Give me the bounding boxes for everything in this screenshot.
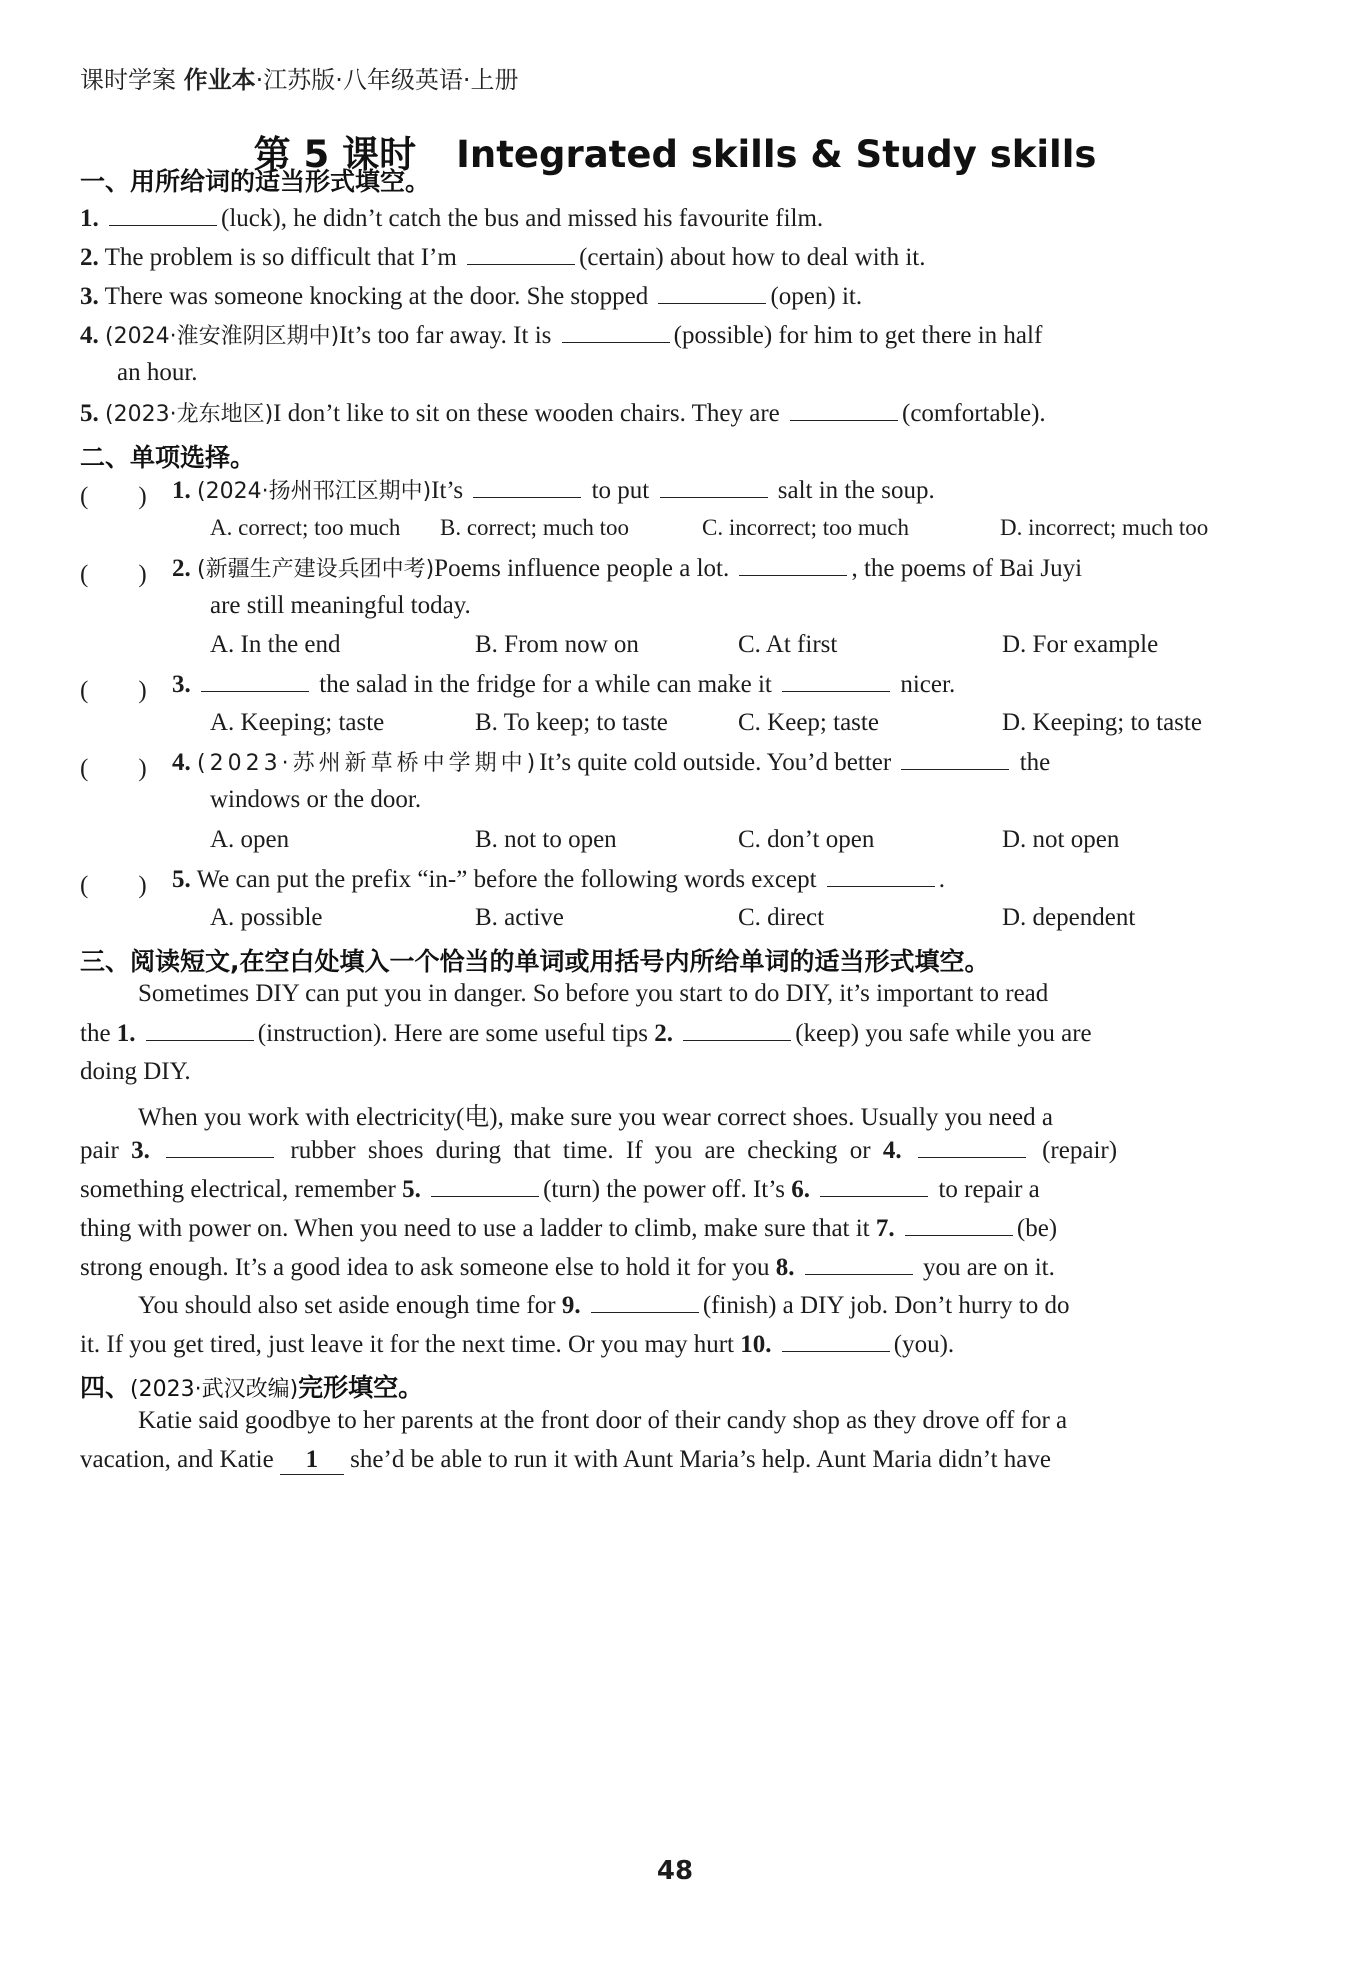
section-4-heading — [80, 1368, 423, 1404]
item-text: We can put the prefix “in-” before the following words except — [196, 866, 817, 893]
text: something electrical, remember — [80, 1176, 396, 1203]
item-text: It’s too far away. It is — [339, 322, 552, 349]
s1-item-4 — [80, 321, 1042, 348]
item-text: There was someone knocking at the door. She stopped — [104, 283, 649, 310]
header-bold: 作业本 — [183, 66, 256, 94]
text: vacation, and Katie — [80, 1446, 274, 1473]
option-a[interactable]: A. In the end — [210, 631, 341, 658]
text: it. If you get tired, just leave it for the next time. Or you may hurt — [80, 1331, 735, 1358]
item-text: nicer. — [900, 671, 956, 698]
item-text: the — [1019, 749, 1051, 776]
blank-number: 10. — [740, 1331, 772, 1358]
item-text: (comfortable). — [902, 400, 1046, 427]
item-text: . — [938, 866, 946, 893]
answer-paren[interactable]: ( ) — [80, 755, 147, 782]
item-number: 1. — [80, 205, 99, 232]
answer-blank[interactable] — [739, 554, 847, 576]
item-number: 5. — [172, 866, 191, 893]
text: to repair a — [938, 1176, 1040, 1203]
text: rubber shoes during that time. If you are checking or — [290, 1137, 871, 1164]
s2-item-5 — [172, 865, 945, 892]
lesson-number: 第 5 课时 — [253, 133, 417, 176]
answer-blank[interactable] — [805, 1253, 913, 1275]
blank-number: 8. — [775, 1254, 795, 1281]
option-b[interactable]: B. active — [475, 904, 564, 931]
passage-line: Sometimes DIY can put you in danger. So before you start to do DIY, it’s important to read — [138, 980, 1049, 1007]
answer-blank[interactable] — [683, 1019, 791, 1041]
answer-paren[interactable]: ( ) — [80, 872, 147, 899]
s2-item-2 — [172, 554, 1082, 581]
answer-blank[interactable] — [591, 1291, 699, 1313]
answer-blank[interactable] — [827, 865, 935, 887]
item-source: (2023·龙东地区) — [105, 402, 274, 427]
section-2-heading: 二、单项选择。 — [80, 443, 256, 472]
s1-item-3 — [80, 282, 862, 309]
heading-text: 完形填空。 — [298, 1373, 424, 1402]
text: (you). — [893, 1331, 955, 1358]
s1-item-1 — [80, 204, 823, 231]
blank-number: 4. — [882, 1137, 902, 1164]
option-b[interactable]: B. not to open — [475, 826, 617, 853]
option-a[interactable]: A. open — [210, 826, 290, 853]
item-text: salt in the soup. — [777, 477, 935, 504]
item-source: (2024·淮安淮阴区期中) — [105, 324, 340, 349]
answer-blank[interactable] — [166, 1136, 274, 1158]
answer-blank[interactable] — [782, 1330, 890, 1352]
passage-line — [80, 1446, 1270, 1475]
item-number: 5. — [80, 400, 99, 427]
text: the — [80, 1020, 111, 1047]
blank-number: 2. — [654, 1020, 673, 1047]
heading-source: (2023·武汉改编) — [130, 1377, 299, 1402]
answer-blank[interactable] — [658, 282, 766, 304]
s1-item-2 — [80, 243, 926, 270]
item-number: 3. — [172, 671, 191, 698]
passage-line: doing DIY. — [80, 1058, 191, 1085]
blank-number: 6. — [791, 1176, 810, 1203]
passage-line — [80, 1291, 1270, 1320]
item-text: the salad in the fridge for a while can make it — [319, 671, 772, 698]
cloze-blank-1[interactable]: 1 — [280, 1446, 344, 1475]
answer-paren[interactable]: ( ) — [80, 677, 147, 704]
lesson-english-title: Integrated skills & Study skills — [456, 133, 1097, 176]
item-number: 3. — [80, 283, 99, 310]
item-text: (certain) about how to deal with it. — [579, 244, 926, 271]
option-d[interactable]: D. not open — [1002, 826, 1120, 853]
option-b[interactable]: B. correct; much too — [440, 515, 630, 540]
blank-number: 3. — [131, 1137, 150, 1164]
text: You should also set aside enough time for — [138, 1292, 556, 1319]
item-text: It’s quite cold outside. You’d better — [539, 749, 892, 776]
text: (turn) the power off. It’s — [543, 1176, 785, 1203]
passage-line — [80, 1136, 1270, 1165]
item-text: (open) it. — [770, 283, 863, 310]
s2-item-2-cont: are still meaningful today. — [210, 592, 471, 619]
item-number: 1. — [172, 477, 191, 504]
item-text: Poems influence people a lot. — [434, 555, 730, 582]
answer-blank[interactable] — [201, 670, 309, 692]
s1-item-4-cont: an hour. — [117, 359, 198, 386]
option-b[interactable]: B. To keep; to taste — [475, 709, 668, 736]
item-number: 2. — [172, 555, 191, 582]
text: she’d be able to run it with Aunt Maria’s help. Aunt Maria didn’t have — [350, 1446, 1051, 1473]
option-c[interactable]: C. direct — [738, 904, 825, 931]
item-text: The problem is so difficult that I’m — [104, 244, 457, 271]
answer-blank[interactable] — [901, 748, 1009, 770]
answer-paren[interactable]: ( ) — [80, 483, 147, 510]
answer-blank[interactable] — [146, 1019, 254, 1041]
option-c[interactable]: C. Keep; taste — [738, 709, 879, 736]
item-source: (新疆生产建设兵团中考) — [197, 557, 435, 582]
text: (be) — [1016, 1215, 1058, 1242]
text: thing with power on. When you need to use a ladder to climb, make sure that it — [80, 1215, 870, 1242]
item-text: (luck), he didn’t catch the bus and missed his favourite film. — [221, 205, 824, 232]
item-number: 4. — [172, 749, 191, 776]
s2-item-3 — [172, 670, 955, 697]
answer-blank[interactable] — [905, 1214, 1013, 1236]
text: (instruction). Here are some useful tips — [257, 1020, 648, 1047]
passage-line — [80, 1175, 1270, 1204]
page-number: 48 — [656, 1856, 694, 1886]
text: (keep) you safe while you are — [795, 1020, 1092, 1047]
answer-paren[interactable]: ( ) — [80, 561, 147, 588]
answer-blank[interactable] — [782, 670, 890, 692]
item-text: It’s — [431, 477, 464, 504]
answer-blank[interactable] — [473, 476, 581, 498]
answer-blank[interactable] — [790, 399, 898, 421]
passage-line — [80, 1214, 1270, 1243]
option-d[interactable]: D. For example — [1002, 631, 1159, 658]
text: (finish) a DIY job. Don’t hurry to do — [702, 1292, 1070, 1319]
answer-blank[interactable] — [820, 1175, 928, 1197]
item-text: (possible) for him to get there in half — [673, 322, 1043, 349]
answer-blank[interactable] — [467, 243, 575, 265]
item-number: 2. — [80, 244, 99, 271]
page-header — [80, 60, 519, 95]
text: you are on it. — [922, 1254, 1055, 1281]
blank-number: 9. — [561, 1292, 581, 1319]
header-prefix: 课时学案 — [80, 66, 176, 94]
answer-blank[interactable] — [918, 1136, 1026, 1158]
item-text: , the poems of Bai Juyi — [851, 555, 1083, 582]
header-rest: ·江苏版·八年级英语·上册 — [255, 66, 519, 94]
passage-line: Katie said goodbye to her parents at the front door of their candy shop as they drove off for a — [138, 1407, 1068, 1434]
option-c[interactable]: C. incorrect; too much — [702, 515, 909, 540]
option-a[interactable]: A. possible — [210, 904, 323, 931]
blank-number: 1. — [116, 1020, 136, 1047]
s2-item-4 — [172, 748, 1050, 775]
option-c[interactable]: C. don’t open — [738, 826, 875, 853]
text: pair — [80, 1137, 119, 1164]
option-a[interactable]: A. correct; too much — [210, 515, 401, 540]
answer-blank[interactable] — [660, 476, 768, 498]
text: strong enough. It’s a good idea to ask someone else to hold it for you — [80, 1254, 770, 1281]
item-source: (2023·苏州新草桥中学期中) — [197, 751, 540, 776]
answer-blank[interactable] — [431, 1175, 539, 1197]
passage-line — [80, 1330, 1270, 1359]
passage-line — [80, 1019, 1270, 1048]
blank-number: 7. — [875, 1215, 895, 1242]
item-number: 4. — [80, 322, 99, 349]
section-1-heading: 一、用所给词的适当形式填空。 — [80, 167, 431, 196]
passage-line — [80, 1253, 1270, 1282]
heading-number: 四、 — [80, 1373, 131, 1402]
s2-item-1 — [172, 476, 935, 503]
section-3-heading: 三、阅读短文,在空白处填入一个恰当的单词或用括号内所给单词的适当形式填空。 — [80, 947, 990, 976]
answer-blank[interactable] — [562, 321, 670, 343]
item-text: I don’t like to sit on these wooden chairs. They are — [273, 400, 780, 427]
option-d[interactable]: D. Keeping; to taste — [1002, 709, 1202, 736]
item-text: to put — [591, 477, 650, 504]
answer-blank[interactable] — [109, 204, 217, 226]
item-source: (2024·扬州邗江区期中) — [197, 479, 432, 504]
option-d[interactable]: D. incorrect; much too — [1000, 515, 1209, 540]
option-b[interactable]: B. From now on — [475, 631, 639, 658]
s1-item-5 — [80, 399, 1046, 426]
passage-line: When you work with electricity(电), make sure you wear correct shoes. Usually you need a — [138, 1104, 1053, 1131]
option-c[interactable]: C. At first — [738, 631, 838, 658]
option-a[interactable]: A. Keeping; taste — [210, 709, 385, 736]
option-d[interactable]: D. dependent — [1002, 904, 1136, 931]
s2-item-4-cont: windows or the door. — [210, 786, 422, 813]
text: (repair) — [1042, 1137, 1118, 1164]
blank-number: 5. — [402, 1176, 421, 1203]
